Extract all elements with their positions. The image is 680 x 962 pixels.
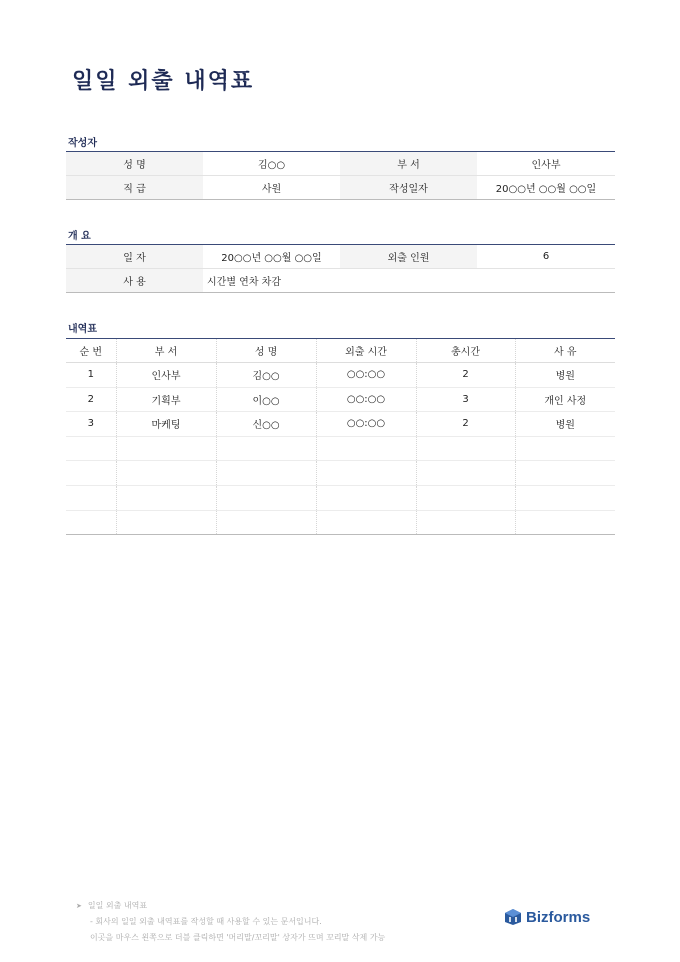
table-cell bbox=[416, 510, 515, 535]
footer-notes bbox=[76, 898, 385, 946]
table-cell bbox=[316, 461, 416, 486]
name-label: 성 명 bbox=[66, 152, 203, 176]
table-cell bbox=[116, 436, 216, 461]
detail-header-row bbox=[66, 339, 615, 363]
table-cell bbox=[66, 510, 116, 535]
bizforms-logo-text: Bizforms bbox=[526, 908, 591, 926]
table-cell: 인사부 bbox=[116, 363, 216, 388]
col-header-total-time: 총시간 bbox=[416, 339, 515, 363]
department-label: 부 서 bbox=[340, 152, 477, 176]
table-cell: 2 bbox=[416, 363, 515, 388]
table-cell bbox=[416, 485, 515, 510]
col-header-department: 부 서 bbox=[116, 339, 216, 363]
day-label: 일 자 bbox=[66, 245, 203, 269]
table-cell bbox=[416, 461, 515, 486]
department-value: 인사부 bbox=[531, 160, 561, 171]
writer-section-label: 작성자 bbox=[68, 138, 97, 149]
table-cell bbox=[216, 510, 316, 535]
table-cell bbox=[515, 436, 615, 461]
footer-description: - 회사의 일일 외출 내역표를 작성할 때 사용할 수 있는 문서입니다. bbox=[90, 917, 322, 926]
table-cell bbox=[515, 461, 615, 486]
date-value: 20○○년 ○○월 ○○일 bbox=[477, 176, 615, 200]
rank-label: 직 급 bbox=[66, 176, 203, 200]
table-cell bbox=[66, 436, 116, 461]
table-cell: 3 bbox=[66, 412, 116, 437]
date-label: 작성일자 bbox=[340, 176, 477, 200]
table-cell: ○○:○○ bbox=[316, 387, 416, 412]
footer-title: 일일 외출 내역표 bbox=[87, 901, 148, 910]
outing-count-label: 외출 인원 bbox=[340, 245, 477, 269]
usage-label: 사 용 bbox=[66, 269, 203, 293]
col-header-name: 성 명 bbox=[216, 339, 316, 363]
overview-row bbox=[66, 245, 615, 269]
writer-row bbox=[66, 176, 615, 200]
detail-table bbox=[66, 338, 615, 535]
overview-row bbox=[66, 269, 615, 293]
overview-table bbox=[66, 244, 615, 293]
table-cell: ○○:○○ bbox=[316, 412, 416, 437]
table-cell bbox=[216, 485, 316, 510]
table-cell: 병원 bbox=[515, 412, 615, 437]
table-cell bbox=[515, 485, 615, 510]
table-row bbox=[66, 510, 615, 535]
table-cell: 2 bbox=[66, 387, 116, 412]
day-value: 20○○년 ○○월 ○○일 bbox=[221, 253, 322, 264]
table-cell bbox=[515, 510, 615, 535]
rank-value: 사원 bbox=[203, 176, 340, 200]
col-header-outing-time: 외출 시간 bbox=[316, 339, 416, 363]
bullet-icon: ➤ bbox=[76, 902, 82, 910]
table-cell bbox=[316, 485, 416, 510]
table-cell bbox=[66, 461, 116, 486]
table-cell: 신○○ bbox=[216, 412, 316, 437]
table-cell: 김○○ bbox=[216, 363, 316, 388]
writer-table bbox=[66, 151, 615, 200]
table-cell: 기획부 bbox=[116, 387, 216, 412]
table-cell: 2 bbox=[416, 412, 515, 437]
table-cell: 이○○ bbox=[216, 387, 316, 412]
table-cell bbox=[116, 485, 216, 510]
table-cell: 마케팅 bbox=[116, 412, 216, 437]
table-row bbox=[66, 363, 615, 388]
table-cell bbox=[416, 436, 515, 461]
table-cell bbox=[116, 461, 216, 486]
table-row bbox=[66, 485, 615, 510]
table-cell: ○○:○○ bbox=[316, 363, 416, 388]
table-cell bbox=[216, 436, 316, 461]
footer-instruction: 이곳을 마우스 왼쪽으로 더블 클릭하면 '머리말/꼬리말' 상자가 뜨며 꼬리말 삭제 가능 bbox=[90, 933, 386, 942]
col-header-reason: 사 유 bbox=[515, 339, 615, 363]
table-cell bbox=[116, 510, 216, 535]
table-cell: 개인 사정 bbox=[515, 387, 615, 412]
outing-count-value: 6 bbox=[542, 251, 550, 262]
detail-section-label: 내역표 bbox=[68, 324, 97, 335]
table-cell bbox=[66, 485, 116, 510]
name-value: 김○○ bbox=[257, 160, 286, 171]
bizforms-logo bbox=[504, 908, 590, 926]
table-row bbox=[66, 387, 615, 412]
overview-section-label: 개 요 bbox=[68, 231, 91, 242]
col-header-number: 순 번 bbox=[66, 339, 116, 363]
table-cell: 3 bbox=[416, 387, 515, 412]
table-cell: 병원 bbox=[515, 363, 615, 388]
table-cell bbox=[216, 461, 316, 486]
table-row bbox=[66, 412, 615, 437]
table-cell bbox=[316, 510, 416, 535]
writer-row bbox=[66, 152, 615, 176]
page-title: 일일 외출 내역표 bbox=[72, 69, 255, 94]
table-row bbox=[66, 436, 615, 461]
table-row bbox=[66, 461, 615, 486]
table-cell: 1 bbox=[66, 363, 116, 388]
table-cell bbox=[316, 436, 416, 461]
usage-value: 시간별 연차 차감 bbox=[203, 269, 615, 293]
bizforms-logo-icon bbox=[504, 908, 522, 926]
